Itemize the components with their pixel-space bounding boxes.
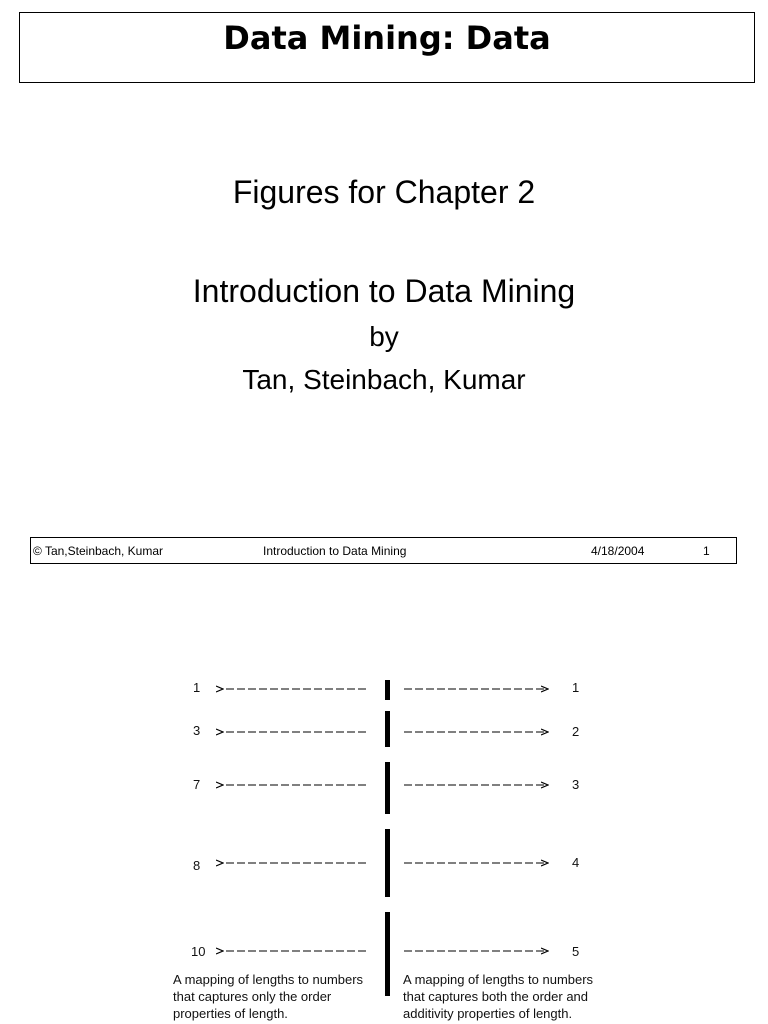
left-number-4: 8 <box>193 858 201 873</box>
by-text: by <box>369 321 399 352</box>
left-number-1: 1 <box>193 680 201 695</box>
left-caption: A mapping of lengths to numbers that captures only the order properties of length. <box>173 972 364 1021</box>
length-bar-1 <box>385 680 390 700</box>
right-number-5: 5 <box>572 944 580 959</box>
right-number-3: 3 <box>572 777 580 792</box>
length-bar-3 <box>385 762 390 814</box>
right-number-1: 1 <box>572 680 580 695</box>
length-bar-4 <box>385 829 390 897</box>
right-number-2: 2 <box>572 724 580 739</box>
book-title: Introduction to Data Mining <box>192 273 576 309</box>
left-number-5: 10 <box>191 944 206 959</box>
title-box <box>19 12 755 83</box>
slide-footer <box>30 537 737 564</box>
length-mapping-figure <box>0 660 768 1024</box>
authors: Tan, Steinbach, Kumar <box>242 364 526 395</box>
footer-copyright: © Tan,Steinbach, Kumar <box>33 544 164 558</box>
slide-title: Data Mining: Data <box>223 19 551 57</box>
footer-page-number: 1 <box>703 544 710 558</box>
slide-subtitle: Figures for Chapter 2 <box>232 174 536 210</box>
mapping-diagram <box>0 660 768 1024</box>
left-number-3: 7 <box>193 777 201 792</box>
footer-date: 4/18/2004 <box>591 544 645 558</box>
footer-book: Introduction to Data Mining <box>263 544 407 558</box>
right-number-4: 4 <box>572 855 580 870</box>
length-bar-2 <box>385 711 390 747</box>
right-caption: A mapping of lengths to numbers that captures both the order and additivity properties of length. <box>403 972 594 1021</box>
left-number-2: 3 <box>193 723 201 738</box>
